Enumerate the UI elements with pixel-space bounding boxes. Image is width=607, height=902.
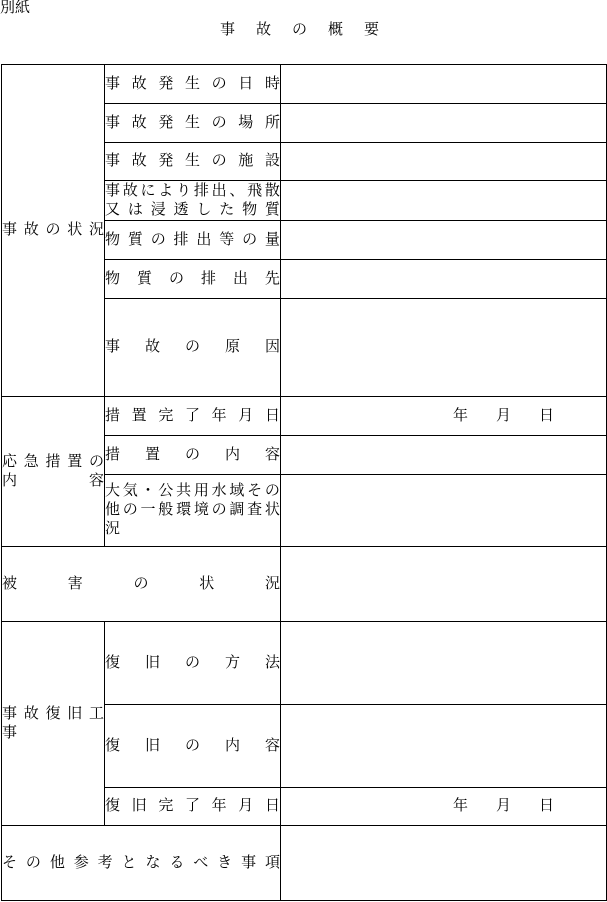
row-label-restoration-details xyxy=(105,705,281,788)
month-unit: 月 xyxy=(495,407,511,424)
value-location[interactable] xyxy=(281,104,607,143)
row-label-facility xyxy=(105,143,281,181)
day-unit: 日 xyxy=(538,798,554,814)
value-restoration-details[interactable] xyxy=(281,705,607,788)
label-text: 事 故 の 原 因 xyxy=(105,339,280,355)
value-restoration-completion-date[interactable] xyxy=(281,788,607,826)
row-label-other-notes xyxy=(2,826,281,901)
row-label-datetime xyxy=(105,65,281,104)
label-text: 被 害 の 状 況 xyxy=(2,575,280,592)
date-field xyxy=(281,407,606,426)
year-unit: 年 xyxy=(452,407,468,424)
accident-summary-table xyxy=(1,64,607,901)
label-text: 復 旧 の 内 容 xyxy=(105,737,280,754)
value-datetime[interactable] xyxy=(281,65,607,104)
value-other-notes[interactable] xyxy=(281,826,607,901)
section-restoration-label xyxy=(2,622,105,826)
label-text: 事 故 発 生 の 施 設 xyxy=(105,153,280,169)
row-label-location xyxy=(105,104,281,143)
attachment-label: 別紙 xyxy=(0,0,31,16)
section-situation-label xyxy=(2,65,105,397)
label-text: 物 質 の 排 出 先 xyxy=(105,270,280,287)
row-label-damage xyxy=(2,547,281,622)
value-damage[interactable] xyxy=(281,547,607,622)
value-destination[interactable] xyxy=(281,260,607,299)
label-text: 事 故 発 生 の 日 時 xyxy=(105,75,280,92)
section-label-text-line: 応 急 措 置 の xyxy=(2,453,104,470)
section-label-text-line: 事 故 復 旧 工 xyxy=(2,705,104,722)
row-label-cause xyxy=(105,299,281,397)
value-measure-completion-date[interactable] xyxy=(281,397,607,436)
label-text-line: 況 xyxy=(105,521,121,537)
page-title: 事故の概要 xyxy=(220,22,401,38)
value-environment-survey[interactable] xyxy=(281,475,607,547)
day-unit: 日 xyxy=(538,407,554,424)
row-label-environment-survey xyxy=(105,475,281,547)
section-label-text-line: 内 容 xyxy=(2,472,104,489)
label-text: 措 置 の 内 容 xyxy=(105,446,280,463)
label-text: 事 故 発 生 の 場 所 xyxy=(105,114,280,131)
row-label-restoration-method xyxy=(105,622,281,705)
section-label-text-line: 事 xyxy=(2,724,18,741)
label-text: 復 旧 完 了 年 月 日 xyxy=(105,798,280,814)
label-text: そ の 他 参 考 と な る べ き 事 項 xyxy=(2,854,280,871)
value-cause[interactable] xyxy=(281,299,607,397)
row-label-restoration-completion-date xyxy=(105,788,281,826)
label-text: 復 旧 の 方 法 xyxy=(105,654,280,671)
label-text-line: 他 の 一 般 環 境 の 調 査 状 xyxy=(105,502,280,518)
label-text-line: 大 気 ・ 公 共 用 水 域 そ の xyxy=(105,483,280,499)
value-facility[interactable] xyxy=(281,143,607,181)
section-label-text: 事 故 の 状 況 xyxy=(2,222,104,238)
date-field xyxy=(281,797,606,816)
row-label-destination xyxy=(105,260,281,299)
month-unit: 月 xyxy=(495,798,511,814)
year-unit: 年 xyxy=(452,798,468,814)
value-substance[interactable] xyxy=(281,181,607,221)
label-text: 物 質 の 排 出 等 の 量 xyxy=(105,231,280,248)
row-label-amount xyxy=(105,221,281,260)
value-amount[interactable] xyxy=(281,221,607,260)
row-label-substance xyxy=(105,181,281,221)
value-measure-details[interactable] xyxy=(281,436,607,475)
row-label-measure-completion-date xyxy=(105,397,281,436)
label-text-line: 又 は 浸 透 し た 物 質 xyxy=(105,201,280,218)
section-emergency-label xyxy=(2,397,105,547)
row-label-measure-details xyxy=(105,436,281,475)
value-restoration-method[interactable] xyxy=(281,622,607,705)
label-text: 措 置 完 了 年 月 日 xyxy=(105,407,280,424)
label-text-line: 事 故 に よ り 排 出 、 飛 散 xyxy=(105,182,280,199)
